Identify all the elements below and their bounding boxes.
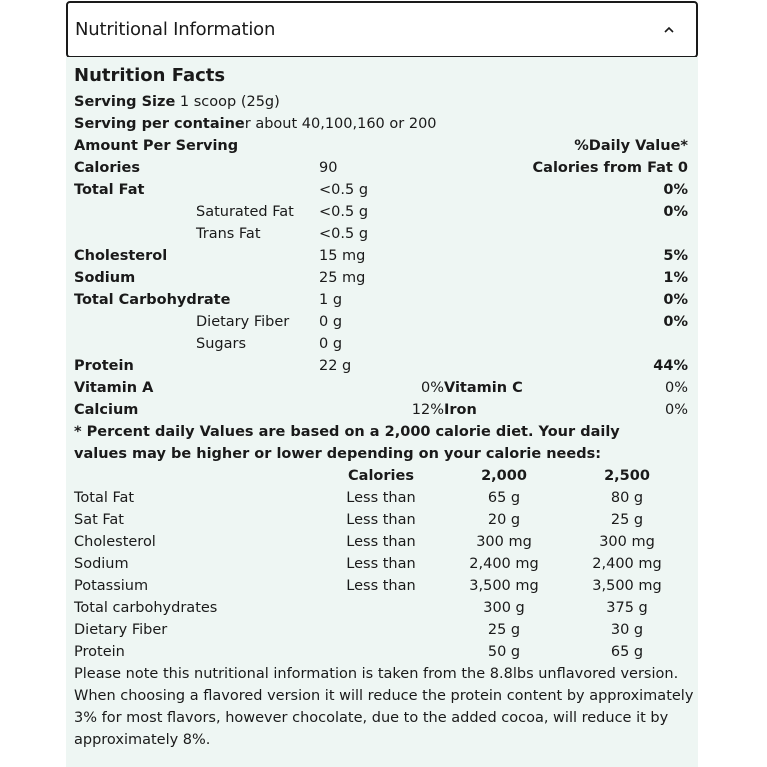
daily-table-qualifier: Less than [346, 534, 416, 550]
vitamin-right-value: 0% [664, 402, 688, 418]
daily-table-nutrient: Sodium [74, 556, 129, 572]
nutrient-amount: 1 g [319, 292, 343, 308]
daily-table-nutrient: Potassium [74, 578, 149, 594]
daily-table-nutrient: Cholesterol [74, 534, 156, 550]
daily-table-nutrient: Dietary Fiber [74, 622, 168, 638]
calories-value: 90 [319, 160, 338, 176]
nutrient-daily-value: 5% [663, 248, 688, 264]
vitamin-left-value: 0% [420, 380, 444, 396]
amount-per-serving: Amount Per Serving [74, 138, 239, 154]
daily-table-2000: 25 g [487, 622, 521, 638]
vitamin-left-label: Vitamin A [74, 380, 154, 396]
daily-table-2000: 50 g [487, 644, 521, 660]
daily-table-2000: 300 g [483, 600, 525, 616]
nutrient-amount: <0.5 g [319, 226, 369, 242]
daily-table-qualifier: Less than [346, 578, 416, 594]
daily-table-2500: 80 g [610, 490, 644, 506]
nutrient-amount: <0.5 g [319, 182, 369, 198]
daily-table-header: 2,000 [481, 468, 527, 484]
daily-table-2000: 300 mg [476, 534, 532, 550]
vitamin-right-value: 0% [664, 380, 688, 396]
nutrient-daily-value: 0% [663, 292, 688, 308]
nutrition-panel [66, 57, 698, 767]
serving-size [74, 91, 280, 113]
vitamin-left-value: 12% [411, 402, 444, 418]
vitamin-left-label: Calcium [74, 402, 139, 418]
nutrient-amount: 15 mg [319, 248, 366, 264]
daily-table-qualifier: Less than [346, 512, 416, 528]
calories-from-fat: Calories from Fat 0 [532, 160, 688, 176]
nutrient-label: Sugars [196, 336, 246, 352]
daily-table-2000: 20 g [487, 512, 521, 528]
nutrition-facts-heading: Nutrition Facts [74, 65, 226, 86]
servings-label: Serving per containe [74, 116, 245, 132]
daily-table-2500: 25 g [610, 512, 644, 528]
nutrient-daily-value: 0% [663, 182, 688, 198]
daily-table-2500: 2,400 mg [592, 556, 662, 572]
daily-table-2500: 300 mg [599, 534, 655, 550]
nutrient-label: Total Carbohydrate [74, 292, 231, 308]
daily-table-2000: 65 g [487, 490, 521, 506]
daily-table-header: 2,500 [604, 468, 650, 484]
daily-table-nutrient: Sat Fat [74, 512, 124, 528]
nutrient-daily-value: 0% [663, 314, 688, 330]
chevron-up-icon[interactable] [664, 25, 674, 35]
nutrient-label: Sodium [74, 270, 136, 286]
daily-table-2000: 2,400 mg [469, 556, 539, 572]
daily-table-qualifier: Less than [346, 490, 416, 506]
serving-size-value: 1 scoop (25g) [179, 94, 280, 110]
nutrient-amount: 25 mg [319, 270, 366, 286]
vitamin-right-label: Vitamin C [444, 380, 523, 396]
daily-table-nutrient: Total Fat [74, 490, 135, 506]
calories-label: Calories [74, 160, 140, 176]
daily-table-2500: 30 g [610, 622, 644, 638]
flavor-note: Please note this nutritional information is taken from the 8.8lbs unflavored version. When choosing a flavored version it will reduce the protein content by approximately 3% for most flavors, however chocolate, due to the added cocoa, will reduce it by approximately 8%. [74, 666, 694, 748]
nutrient-amount: 0 g [319, 336, 343, 352]
nutrient-label: Cholesterol [74, 248, 168, 264]
daily-table-header: Calories [348, 468, 414, 484]
daily-value-footnote: * Percent daily Values are based on a 2,000 calorie diet. Your daily values may be higher or lower depending on your calorie needs: [74, 424, 620, 462]
nutrient-daily-value: 0% [663, 204, 688, 220]
nutrient-amount: 22 g [319, 358, 352, 374]
daily-table-2500: 3,500 mg [592, 578, 662, 594]
servings-value: r about 40,100,160 or 200 [244, 116, 437, 132]
serving-size-label: Serving Size [74, 94, 176, 110]
daily-table-2500: 375 g [606, 600, 648, 616]
accordion-header[interactable] [66, 1, 698, 58]
daily-table-nutrient: Protein [74, 644, 125, 660]
nutrient-amount: 0 g [319, 314, 343, 330]
daily-value-header: %Daily Value* [574, 138, 688, 154]
nutrient-amount: <0.5 g [319, 204, 369, 220]
nutrient-label: Dietary Fiber [196, 314, 290, 330]
nutrient-label: Trans Fat [196, 226, 261, 242]
nutrient-daily-value: 1% [663, 270, 688, 286]
daily-table-nutrient: Total carbohydrates [74, 600, 218, 616]
nutrient-label: Saturated Fat [196, 204, 294, 220]
vitamin-right-label: Iron [444, 402, 477, 418]
servings-per-container [74, 113, 437, 135]
daily-table-2500: 65 g [610, 644, 644, 660]
nutrient-daily-value: 44% [653, 358, 688, 374]
nutrient-label: Protein [74, 358, 134, 374]
daily-table-qualifier: Less than [346, 556, 416, 572]
nutrient-label: Total Fat [74, 182, 145, 198]
accordion-title: Nutritional Information [75, 19, 276, 40]
daily-table-2000: 3,500 mg [469, 578, 539, 594]
